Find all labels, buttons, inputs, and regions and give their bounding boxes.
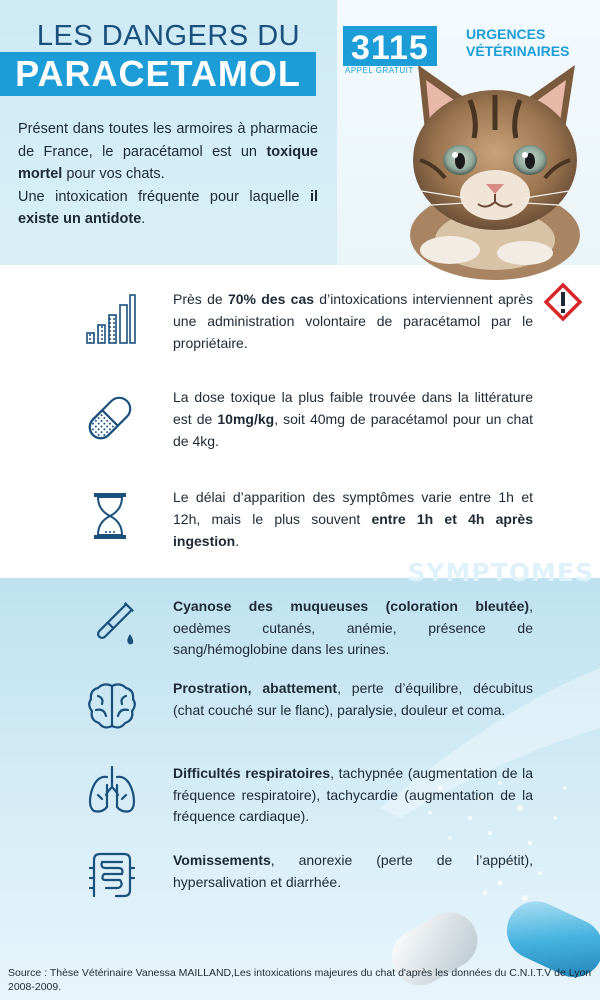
intro-text: Présent dans toutes les armoires à pharmacie de France, le paracétamol est un toxique mortel pour vos chats. Une intoxication fréquente pour laquelle il existe un antidote. (18, 121, 318, 227)
source-citation: Source : Thèse Vétérinaire Vanessa MAILLAND,Les intoxications majeures du chat d'après les données du C.N.I.T.V de Lyon 2008-2009. (8, 967, 592, 993)
hotline-label: URGENCES VÉTÉRINAIRES (466, 26, 570, 59)
header (0, 0, 600, 265)
page-title-line1: LES DANGERS DU (36, 20, 301, 52)
brain-icon (86, 680, 138, 732)
hotline-number: 3115 (343, 26, 437, 66)
symptoms-section (0, 558, 600, 1000)
bar-chart-icon (84, 293, 136, 345)
fact-text-delay: Le délai d’apparition des symptômes varie entre 1h et 12h, mais le plus souvent entre 1h et 4h après ingestion. (173, 489, 533, 549)
symptoms-heading: SYMPTOMES (407, 558, 594, 587)
lungs-icon (86, 765, 138, 817)
symptom-text-cyanosis: Cyanose des muqueuses (coloration bleutée), oedèmes cutanés, anémie, présence de sang/hémoglobine dans les urines. (173, 598, 533, 657)
symptom-text-respiratory: Difficultés respiratoires, tachypnée (augmentation de la fréquence respiratoire), tachycardie (augmentation de la fréquence cardiaque). (173, 765, 533, 824)
fact-text-statistics: Près de 70% des cas d’intoxications interviennent après une administration volontaire de paracétamol par le propriétaire. (173, 291, 533, 351)
toxic-warning-icon (543, 282, 583, 322)
fact-text-dose: La dose toxique la plus faible trouvée dans la littérature est de 10mg/kg, soit 40mg de paracétamol pour un chat de 4kg. (173, 389, 533, 449)
pill-capsule-icon (84, 392, 136, 444)
page-title-line2: PARACETAMOL (15, 53, 301, 94)
intestine-icon (86, 850, 138, 902)
kitten-photo (360, 60, 600, 265)
hotline-logo (343, 26, 455, 75)
hourglass-icon (84, 490, 136, 542)
hotline-subtitle: APPEL GRATUIT (345, 66, 414, 75)
symptom-text-vomiting: Vomissements, anorexie (perte de l’appétit), hypersalivation et diarrhée. (173, 852, 533, 890)
symptom-text-prostration: Prostration, abattement, perte d’équilibre, décubitus (chat couché sur le flanc), paralysie, douleur et coma. (173, 680, 533, 718)
test-tube-icon (86, 598, 138, 650)
